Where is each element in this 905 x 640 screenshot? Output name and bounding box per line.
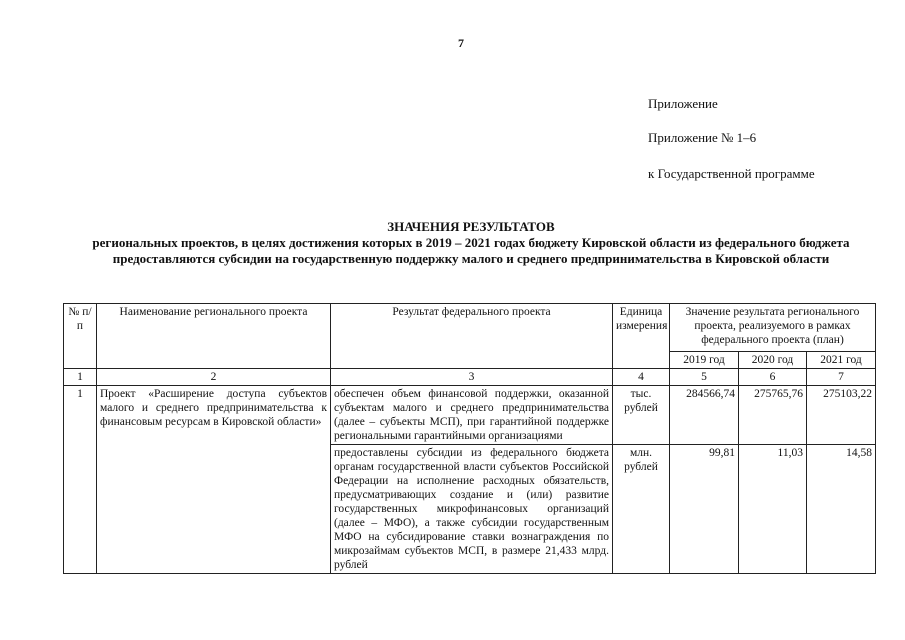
- document-title-block: [80, 219, 862, 267]
- value-2020: 275765,76: [739, 386, 807, 445]
- column-number: 6: [739, 369, 807, 386]
- project-name: Проект «Расширение доступа субъектов малого и среднего предпринимательства к финансовым ресурсам в Кировской области»: [97, 386, 331, 574]
- document-title: ЗНАЧЕНИЯ РЕЗУЛЬТАТОВ: [387, 219, 555, 234]
- unit-cell: тыс. рублей: [613, 386, 670, 445]
- result-text: предоставлены субсидии из федерального бюджета органам государственной власти субъектов Российской Федерации на исполнение расходных обязательств, предусматривающих создание и (или) развитие государственных микрофинансовых организаций (далее – МФО), а также субсидии государственным МФО на субсидирование ставки вознаграждения по микрозаймам субъектов МСП, в размере 21,433 млрд. рублей: [331, 445, 613, 574]
- header-value-group: Значение результата регионального проекта, реализуемого в рамках федерального проекта (план): [670, 304, 876, 352]
- column-number: 5: [670, 369, 739, 386]
- column-number: 7: [807, 369, 876, 386]
- column-number: 3: [331, 369, 613, 386]
- header-year: 2020 год: [739, 352, 807, 369]
- results-table: [63, 303, 876, 574]
- value-2020: 11,03: [739, 445, 807, 574]
- column-number: 4: [613, 369, 670, 386]
- value-2019: 99,81: [670, 445, 739, 574]
- row-number: 1: [64, 386, 97, 574]
- value-2021: 275103,22: [807, 386, 876, 445]
- header-project: Наименование регионального проекта: [97, 304, 331, 369]
- appendix-label: Приложение: [648, 96, 718, 111]
- header-year: 2019 год: [670, 352, 739, 369]
- header-year: 2021 год: [807, 352, 876, 369]
- table-row: [64, 386, 876, 445]
- result-text: обеспечен объем финансовой поддержки, оказанной субъектам малого и среднего предпринимательства (далее – субъекты МСП), при гарантийной поддержке региональными гарантийными организациями: [331, 386, 613, 445]
- page-number: 7: [458, 36, 464, 50]
- unit-cell: млн. рублей: [613, 445, 670, 574]
- document-subtitle: региональных проектов, в целях достижения которых в 2019 – 2021 годах бюджету Кировской области из федерального бюджета предоставляются субсидии на государственную поддержку малого и среднего предпринимательства в Кировской области: [92, 235, 850, 266]
- value-2021: 14,58: [807, 445, 876, 574]
- column-number: 2: [97, 369, 331, 386]
- table-header-row: [64, 304, 876, 352]
- column-number-row: [64, 369, 876, 386]
- header-unit: Единица измерения: [613, 304, 670, 369]
- appendix-number: Приложение № 1–6: [648, 130, 757, 145]
- appendix-reference: к Государственной программе: [648, 166, 815, 181]
- value-2019: 284566,74: [670, 386, 739, 445]
- header-num: № п/п: [64, 304, 97, 369]
- column-number: 1: [64, 369, 97, 386]
- header-result: Результат федерального проекта: [331, 304, 613, 369]
